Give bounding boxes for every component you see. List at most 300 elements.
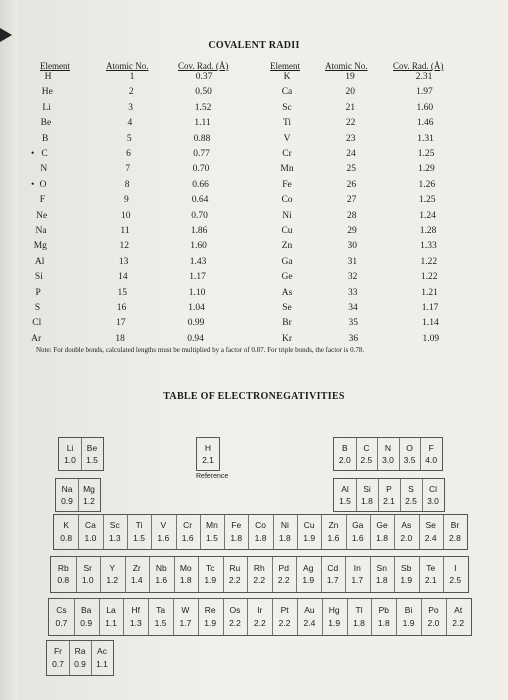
element-symbol: Ta: [156, 605, 166, 615]
element-symbol: Be: [40, 118, 52, 129]
atomic-number: 3: [128, 102, 133, 113]
electronegativity-value: 1.8: [254, 533, 267, 543]
cell-divider: [173, 599, 174, 635]
hydrogen-block: [196, 437, 220, 471]
element-cell: [78, 479, 100, 511]
cell-divider: [74, 599, 75, 635]
electronegativity-value: 1.9: [302, 575, 315, 585]
element-symbol: Br: [282, 318, 292, 329]
bullet-mark: •: [31, 179, 35, 190]
cell-divider: [396, 599, 397, 635]
element-symbol: Nb: [155, 563, 167, 573]
cell-divider: [296, 557, 297, 592]
atomic-number: 31: [347, 256, 358, 267]
electronegativity-value: 1.9: [204, 618, 217, 628]
cell-divider: [127, 515, 128, 549]
electronegativity-value: 2.1: [424, 575, 437, 585]
element-cell: [321, 515, 345, 549]
element-cell: [248, 515, 272, 549]
electronegativity-value: 2.1: [383, 496, 395, 506]
covalent-radius: 1.29: [418, 164, 435, 175]
cell-divider: [125, 557, 126, 592]
electronegativity-value: 2.5: [449, 575, 462, 585]
element-symbol: Ir: [257, 605, 263, 615]
element-symbol: Y: [109, 563, 116, 573]
header-atomic-no-2: Atomic No.: [325, 61, 368, 71]
element-cell: [125, 557, 150, 592]
electronegativity-value: 2.2: [452, 618, 465, 628]
atomic-number: 20: [345, 87, 355, 98]
covalent-radius: 1.86: [190, 226, 208, 236]
electronegativity-value: 1.7: [351, 575, 364, 585]
cell-divider: [419, 515, 420, 549]
covalent-radius: 1.43: [189, 256, 207, 267]
element-cell: [81, 438, 103, 470]
element-symbol: Cr: [183, 520, 193, 530]
element-symbol: In: [353, 563, 361, 573]
header-element-1: Element: [40, 61, 70, 71]
cell-divider: [248, 515, 249, 549]
atomic-number: 16: [116, 303, 127, 313]
element-cell: [322, 599, 347, 635]
element-symbol: S: [34, 303, 41, 313]
covalent-radius: 1.17: [421, 303, 439, 313]
element-symbol: Pd: [278, 563, 289, 573]
atomic-number: 29: [347, 226, 357, 236]
element-symbol: Br: [450, 520, 460, 530]
element-cell: [400, 479, 422, 511]
covalent-radius: 1.14: [422, 318, 439, 329]
element-symbol: K: [63, 520, 69, 530]
element-cell: [420, 438, 442, 470]
covalent-radius: 1.24: [419, 210, 436, 221]
element-cell: [173, 599, 198, 635]
covalent-radius: 1.25: [418, 195, 436, 206]
covalent-radius: 1.26: [418, 179, 436, 190]
electronegativity-value: 2.2: [253, 618, 266, 628]
element-symbol: Zn: [281, 241, 293, 252]
element-symbol: Os: [229, 605, 241, 615]
element-symbol: B: [341, 443, 348, 453]
element-cell: [100, 557, 125, 592]
electronegativity-value: 2.2: [228, 575, 241, 585]
atomic-number: 30: [347, 241, 357, 252]
element-symbol: Li: [66, 443, 74, 453]
electronegativity-value: 2.0: [427, 618, 440, 628]
element-cell: [297, 515, 321, 549]
cell-divider: [273, 515, 274, 549]
period-3-left-block: [55, 478, 101, 512]
element-symbol: Co: [281, 195, 293, 206]
element-symbol: Rb: [57, 563, 69, 573]
element-cell: [197, 438, 219, 470]
element-cell: [356, 479, 378, 511]
cell-divider: [399, 438, 400, 470]
period-7-block: [46, 640, 114, 676]
cell-divider: [149, 557, 150, 592]
element-cell: [223, 599, 248, 635]
element-symbol: Ni: [280, 520, 289, 530]
electronegativity-value: 3.0: [382, 455, 394, 465]
atomic-number: 35: [348, 318, 358, 329]
element-symbol: Cr: [282, 149, 292, 159]
cell-divider: [297, 515, 298, 549]
atomic-number: 1: [129, 72, 135, 82]
covalent-radius: 0.64: [191, 195, 209, 206]
element-symbol: Ca: [85, 520, 96, 530]
element-cell: [273, 515, 297, 549]
cell-divider: [200, 515, 201, 549]
element-cell: [446, 599, 471, 635]
atomic-number: 28: [347, 210, 357, 221]
electronegativity-value: 1.5: [86, 455, 98, 465]
cell-divider: [272, 599, 273, 635]
electronegativity-value: 1.4: [130, 575, 143, 585]
electronegativity-value: 1.6: [157, 533, 170, 543]
atomic-number: 32: [347, 272, 358, 283]
element-symbol: C: [363, 443, 370, 453]
element-cell: [371, 599, 396, 635]
element-symbol: He: [41, 87, 53, 98]
element-symbol: Cs: [56, 605, 67, 615]
atomic-number: 11: [120, 226, 130, 236]
header-element-2: Element: [270, 61, 300, 71]
element-cell: [76, 557, 101, 592]
element-cell: [91, 641, 113, 675]
element-symbol: N: [384, 443, 392, 453]
covalent-radius: 1.10: [188, 287, 206, 298]
element-cell: [59, 438, 81, 470]
cell-divider: [247, 557, 248, 592]
electronegativity-value: 1.5: [154, 618, 167, 628]
atomic-number: 13: [118, 256, 129, 267]
cell-divider: [148, 599, 149, 635]
element-cell: [176, 515, 200, 549]
element-cell: [49, 599, 74, 635]
element-symbol: Mn: [206, 520, 218, 530]
element-cell: [370, 557, 395, 592]
electronegativity-value: 0.7: [55, 618, 68, 628]
element-symbol: I: [454, 563, 457, 573]
covalent-radius: 1.04: [188, 303, 205, 313]
electronegativity-value: 0.8: [57, 575, 70, 585]
element-cell: [378, 479, 400, 511]
electronegativity-value: 3.0: [427, 496, 439, 506]
element-cell: [224, 515, 248, 549]
covalent-radius: 1.52: [194, 102, 212, 113]
period-2-right-block: [333, 437, 443, 471]
element-cell: [422, 479, 444, 511]
element-symbol: As: [401, 520, 412, 530]
element-symbol: Sc: [282, 102, 292, 113]
electronegativity-value: 1.2: [83, 496, 95, 506]
element-symbol: Mo: [179, 563, 192, 573]
electronegativity-value: 1.5: [206, 533, 218, 543]
electronegativity-value: 1.0: [84, 533, 97, 543]
covalent-radius: 1.17: [189, 272, 206, 283]
cell-divider: [378, 479, 379, 511]
atomic-number: 6: [126, 149, 131, 159]
cell-divider: [198, 557, 199, 592]
element-cell: [394, 515, 418, 549]
element-symbol: Fe: [282, 179, 292, 190]
atomic-number: 9: [124, 195, 129, 206]
element-cell: [399, 438, 421, 470]
electronegativity-value: 1.8: [230, 533, 243, 543]
electronegativity-value: 4.0: [425, 455, 438, 465]
element-symbol: Ru: [229, 563, 241, 573]
element-symbol: Ni: [282, 210, 292, 221]
element-symbol: Ra: [74, 646, 86, 656]
element-symbol: C: [41, 149, 48, 159]
element-cell: [297, 599, 322, 635]
element-symbol: Rh: [253, 563, 265, 573]
covalent-radius: 1.25: [417, 149, 435, 159]
element-symbol: O: [39, 179, 47, 190]
element-symbol: Li: [42, 102, 51, 113]
cell-divider: [151, 515, 152, 549]
covalent-radius: 1.09: [422, 333, 440, 344]
element-symbol: At: [454, 605, 463, 615]
covalent-radii-title: COVALENT RADII: [208, 40, 300, 51]
covalent-radius: 0.50: [195, 87, 212, 98]
element-symbol: V: [283, 133, 291, 144]
atomic-number: 17: [116, 318, 126, 329]
element-symbol: Sn: [376, 563, 387, 573]
covalent-radius: 1.31: [417, 133, 434, 144]
atomic-number: 10: [120, 210, 131, 221]
cell-divider: [123, 599, 124, 635]
covalent-radius: 1.11: [194, 118, 211, 129]
cell-divider: [321, 557, 322, 592]
covalent-radius: 0.66: [192, 179, 209, 190]
atomic-number: 18: [115, 333, 125, 344]
cell-divider: [370, 557, 371, 592]
electronegativity-value: 0.8: [60, 533, 73, 543]
covalent-radius: 0.70: [192, 164, 210, 175]
element-cell: [394, 557, 419, 592]
element-symbol: P: [35, 287, 41, 298]
element-cell: [174, 557, 199, 592]
electronegativity-value: 1.1: [96, 659, 108, 669]
element-symbol: Sc: [109, 520, 120, 530]
atomic-number: 27: [346, 195, 357, 206]
element-symbol: Be: [86, 443, 98, 453]
electronegativity-value: 1.9: [328, 618, 341, 628]
element-symbol: Fe: [231, 520, 242, 530]
electronegativity-value: 1.8: [375, 575, 388, 585]
element-cell: [78, 515, 102, 549]
electronegativity-value: 2.0: [400, 533, 413, 543]
covalent-radius: 2.31: [415, 72, 433, 82]
element-cell: [74, 599, 99, 635]
cell-divider: [443, 515, 444, 549]
element-symbol: Kr: [281, 333, 293, 344]
element-cell: [54, 515, 78, 549]
covalent-radius: 1.97: [416, 87, 433, 98]
electronegativity-value: 2.5: [360, 455, 373, 465]
covalent-radius: 0.99: [187, 318, 205, 329]
element-symbol: W: [181, 605, 190, 615]
element-symbol: Tl: [355, 605, 363, 615]
electronegativity-value: 1.6: [155, 575, 168, 585]
element-symbol: Cd: [327, 563, 339, 573]
covalent-radius: 1.28: [419, 226, 437, 236]
element-symbol: Pb: [378, 605, 389, 615]
cell-divider: [247, 599, 248, 635]
element-symbol: H: [204, 443, 212, 453]
atomic-number: 7: [125, 164, 131, 175]
element-symbol: Fr: [53, 646, 63, 656]
element-symbol: Cl: [32, 318, 42, 329]
cell-divider: [420, 438, 421, 470]
cell-divider: [99, 599, 100, 635]
covalent-radius: 0.94: [187, 333, 204, 344]
electronegativity-value: 1.9: [400, 575, 413, 585]
header-atomic-no-1: Atomic No.: [106, 61, 149, 71]
cell-divider: [174, 557, 175, 592]
element-symbol: La: [106, 605, 116, 615]
element-symbol: B: [42, 133, 49, 144]
atomic-number: 21: [345, 102, 356, 113]
element-cell: [334, 438, 356, 470]
element-cell: [443, 557, 468, 592]
element-cell: [51, 557, 76, 592]
period-3-right-block: [333, 478, 445, 512]
element-symbol: K: [283, 72, 291, 82]
cell-divider: [78, 479, 79, 511]
element-cell: [377, 438, 399, 470]
element-cell: [396, 599, 421, 635]
element-cell: [356, 438, 378, 470]
electronegativity-value: 1.8: [179, 575, 192, 585]
element-symbol: Se: [425, 520, 436, 530]
electronegativity-value: 2.0: [338, 455, 351, 465]
element-symbol: Ne: [36, 210, 48, 221]
cell-divider: [345, 557, 346, 592]
cell-divider: [443, 557, 444, 592]
cell-divider: [78, 515, 79, 549]
covalent-radius: 0.70: [191, 210, 208, 221]
cell-divider: [394, 515, 395, 549]
element-symbol: Si: [34, 272, 43, 283]
element-cell: [345, 557, 370, 592]
cell-divider: [223, 599, 224, 635]
atomic-number: 26: [346, 179, 357, 190]
electronegativity-value: 2.1: [202, 455, 214, 465]
atomic-number: 15: [117, 287, 127, 298]
cell-divider: [370, 515, 371, 549]
cell-divider: [421, 599, 422, 635]
element-cell: [321, 557, 346, 592]
cell-divider: [91, 641, 92, 675]
electronegativity-value: 0.7: [52, 659, 64, 669]
element-symbol: Ge: [281, 272, 293, 283]
atomic-number: 34: [348, 303, 358, 313]
reference-label: Reference: [196, 473, 229, 480]
electronegativity-value: 1.3: [129, 618, 142, 628]
element-symbol: H: [44, 72, 52, 82]
cell-divider: [377, 438, 378, 470]
electronegativity-value: 1.9: [303, 533, 316, 543]
electronegativity-value: 1.6: [181, 533, 194, 543]
header-cov-rad-2: Cov. Rad. (Å): [393, 61, 444, 71]
element-symbol: Ga: [281, 256, 293, 267]
element-symbol: P: [386, 484, 392, 494]
period-4-block: [53, 514, 468, 550]
element-symbol: Hf: [131, 605, 141, 615]
cell-divider: [224, 515, 225, 549]
atomic-number: 2: [128, 87, 134, 98]
covalent-radius: 1.60: [190, 241, 207, 252]
electronegativity-value: 1.6: [351, 533, 364, 543]
element-symbol: Mg: [33, 241, 47, 252]
element-symbol: Cl: [428, 484, 438, 494]
element-symbol: Ti: [135, 520, 143, 530]
element-symbol: Cu: [281, 226, 293, 236]
electronegativity-value: 1.8: [377, 618, 390, 628]
electronegativity-title: TABLE OF ELECTRONEGATIVITIES: [163, 391, 345, 402]
electronegativity-value: 1.5: [339, 496, 351, 506]
element-cell: [296, 557, 321, 592]
element-cell: [370, 515, 394, 549]
electronegativity-value: 2.2: [229, 618, 241, 628]
element-cell: [247, 557, 272, 592]
electronegativity-value: 2.8: [449, 533, 461, 543]
atomic-number: 36: [348, 333, 359, 344]
element-symbol: Co: [255, 520, 266, 530]
element-symbol: Hg: [328, 605, 340, 615]
electronegativity-value: 2.5: [405, 496, 417, 506]
cell-divider: [356, 438, 357, 470]
element-symbol: V: [160, 520, 167, 530]
atomic-number: 25: [346, 164, 356, 175]
cell-divider: [176, 515, 177, 549]
element-cell: [69, 641, 91, 675]
cell-divider: [356, 479, 357, 511]
element-symbol: Ba: [80, 605, 92, 615]
element-cell: [99, 599, 124, 635]
bullet-mark: •: [31, 149, 35, 159]
element-symbol: Al: [341, 484, 349, 494]
element-cell: [151, 515, 175, 549]
electronegativity-value: 1.0: [81, 575, 94, 585]
element-symbol: N: [40, 164, 48, 175]
electronegativity-value: 1.9: [402, 618, 415, 628]
cell-divider: [69, 641, 70, 675]
electronegativity-value: 2.2: [278, 618, 291, 628]
element-cell: [198, 557, 223, 592]
electronegativity-value: 0.9: [61, 496, 73, 506]
electronegativity-value: 1.8: [353, 618, 365, 628]
atomic-number: 8: [124, 179, 130, 190]
cell-divider: [81, 438, 82, 470]
element-symbol: Tc: [206, 563, 215, 573]
cell-divider: [76, 557, 77, 592]
element-symbol: S: [408, 484, 414, 494]
element-cell: [103, 515, 127, 549]
cell-divider: [103, 515, 104, 549]
element-symbol: Zn: [328, 520, 339, 530]
element-cell: [247, 599, 272, 635]
element-symbol: Mg: [83, 484, 95, 494]
electronegativity-value: 1.1: [105, 618, 117, 628]
element-symbol: Na: [61, 484, 73, 494]
element-symbol: F: [39, 195, 46, 206]
element-symbol: Au: [304, 605, 315, 615]
electronegativity-value: 1.7: [326, 575, 339, 585]
electronegativity-value: 1.8: [278, 533, 291, 543]
